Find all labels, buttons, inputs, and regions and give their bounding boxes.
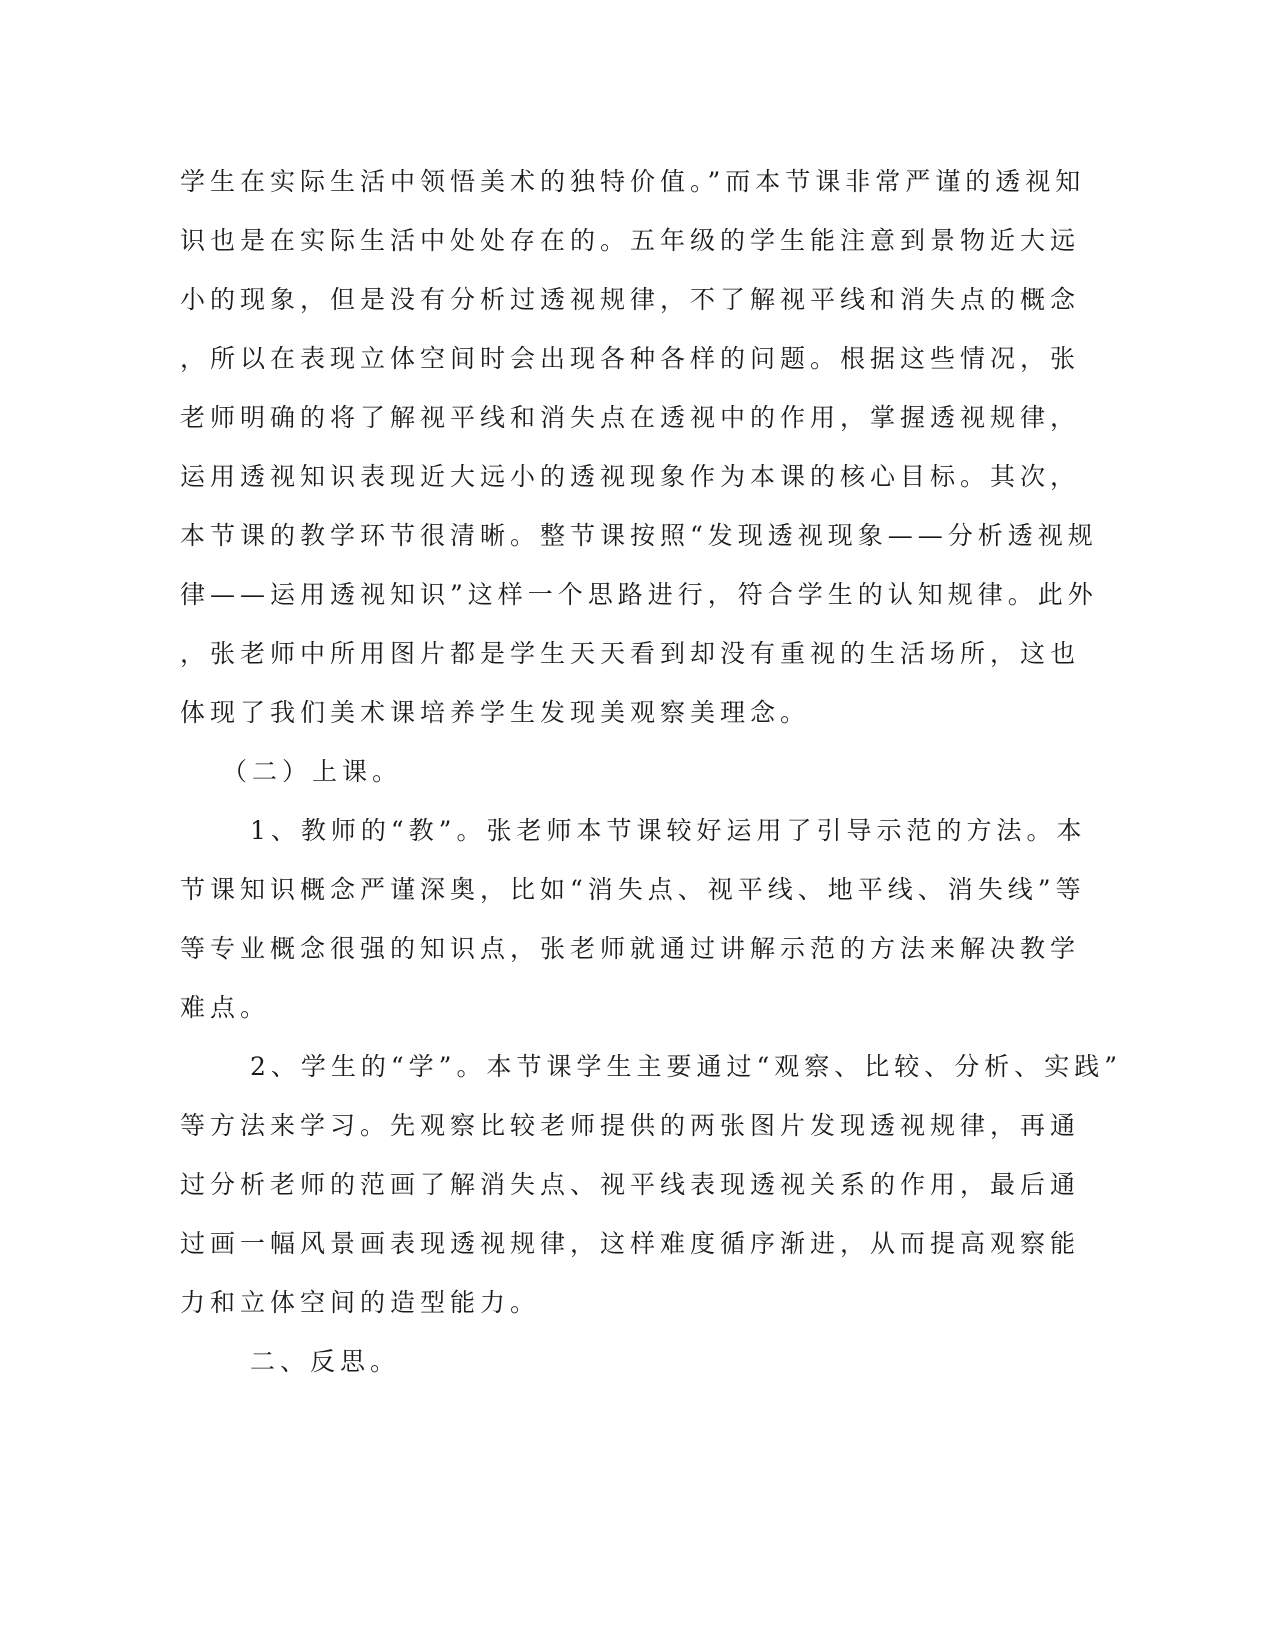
text-line: 等专业概念很强的知识点，张老师就通过讲解示范的方法来解决教学 bbox=[180, 934, 1081, 963]
text-line: 体现了我们美术课培养学生发现美观察美理念。 bbox=[180, 698, 811, 727]
text-line: 本节课的教学环节很清晰。整节课按照“发现透视现象——分析透视规 bbox=[180, 521, 1098, 550]
section-heading: 二、反思。 bbox=[250, 1347, 401, 1376]
text-line: 2、学生的“学”。本节课学生主要通过“观察、比较、分析、实践” bbox=[250, 1052, 1123, 1081]
text-line: 运用透视知识表现近大远小的透视现象作为本课的核心目标。其次， bbox=[180, 462, 1081, 491]
text-line: ，张老师中所用图片都是学生天天看到却没有重视的生活场所，这也 bbox=[180, 639, 1081, 668]
text-line: 力和立体空间的造型能力。 bbox=[180, 1288, 541, 1317]
text-line: 学生在实际生活中领悟美术的独特价值。”而本节课非常严谨的透视知 bbox=[180, 167, 1086, 196]
section-heading: （二）上课。 bbox=[222, 757, 403, 786]
text-line: 难点。 bbox=[180, 993, 271, 1022]
text-line: 律——运用透视知识”这样一个思路进行，符合学生的认知规律。此外 bbox=[180, 580, 1098, 609]
text-line: 过画一幅风景画表现透视规律，这样难度循序渐进，从而提高观察能 bbox=[180, 1229, 1081, 1258]
text-line: 过分析老师的范画了解消失点、视平线表现透视关系的作用，最后通 bbox=[180, 1170, 1081, 1199]
text-line: 老师明确的将了解视平线和消失点在透视中的作用，掌握透视规律， bbox=[180, 403, 1081, 432]
text-line: 等方法来学习。先观察比较老师提供的两张图片发现透视规律，再通 bbox=[180, 1111, 1081, 1140]
text-line: 小的现象，但是没有分析过透视规律，不了解视平线和消失点的概念 bbox=[180, 285, 1081, 314]
text-line: ，所以在表现立体空间时会出现各种各样的问题。根据这些情况，张 bbox=[180, 344, 1081, 373]
text-line: 识也是在实际生活中处处存在的。五年级的学生能注意到景物近大远 bbox=[180, 226, 1081, 255]
text-line: 节课知识概念严谨深奥，比如“消失点、视平线、地平线、消失线”等 bbox=[180, 875, 1086, 904]
text-line: 1、教师的“教”。张老师本节课较好运用了引导示范的方法。本 bbox=[250, 816, 1087, 845]
